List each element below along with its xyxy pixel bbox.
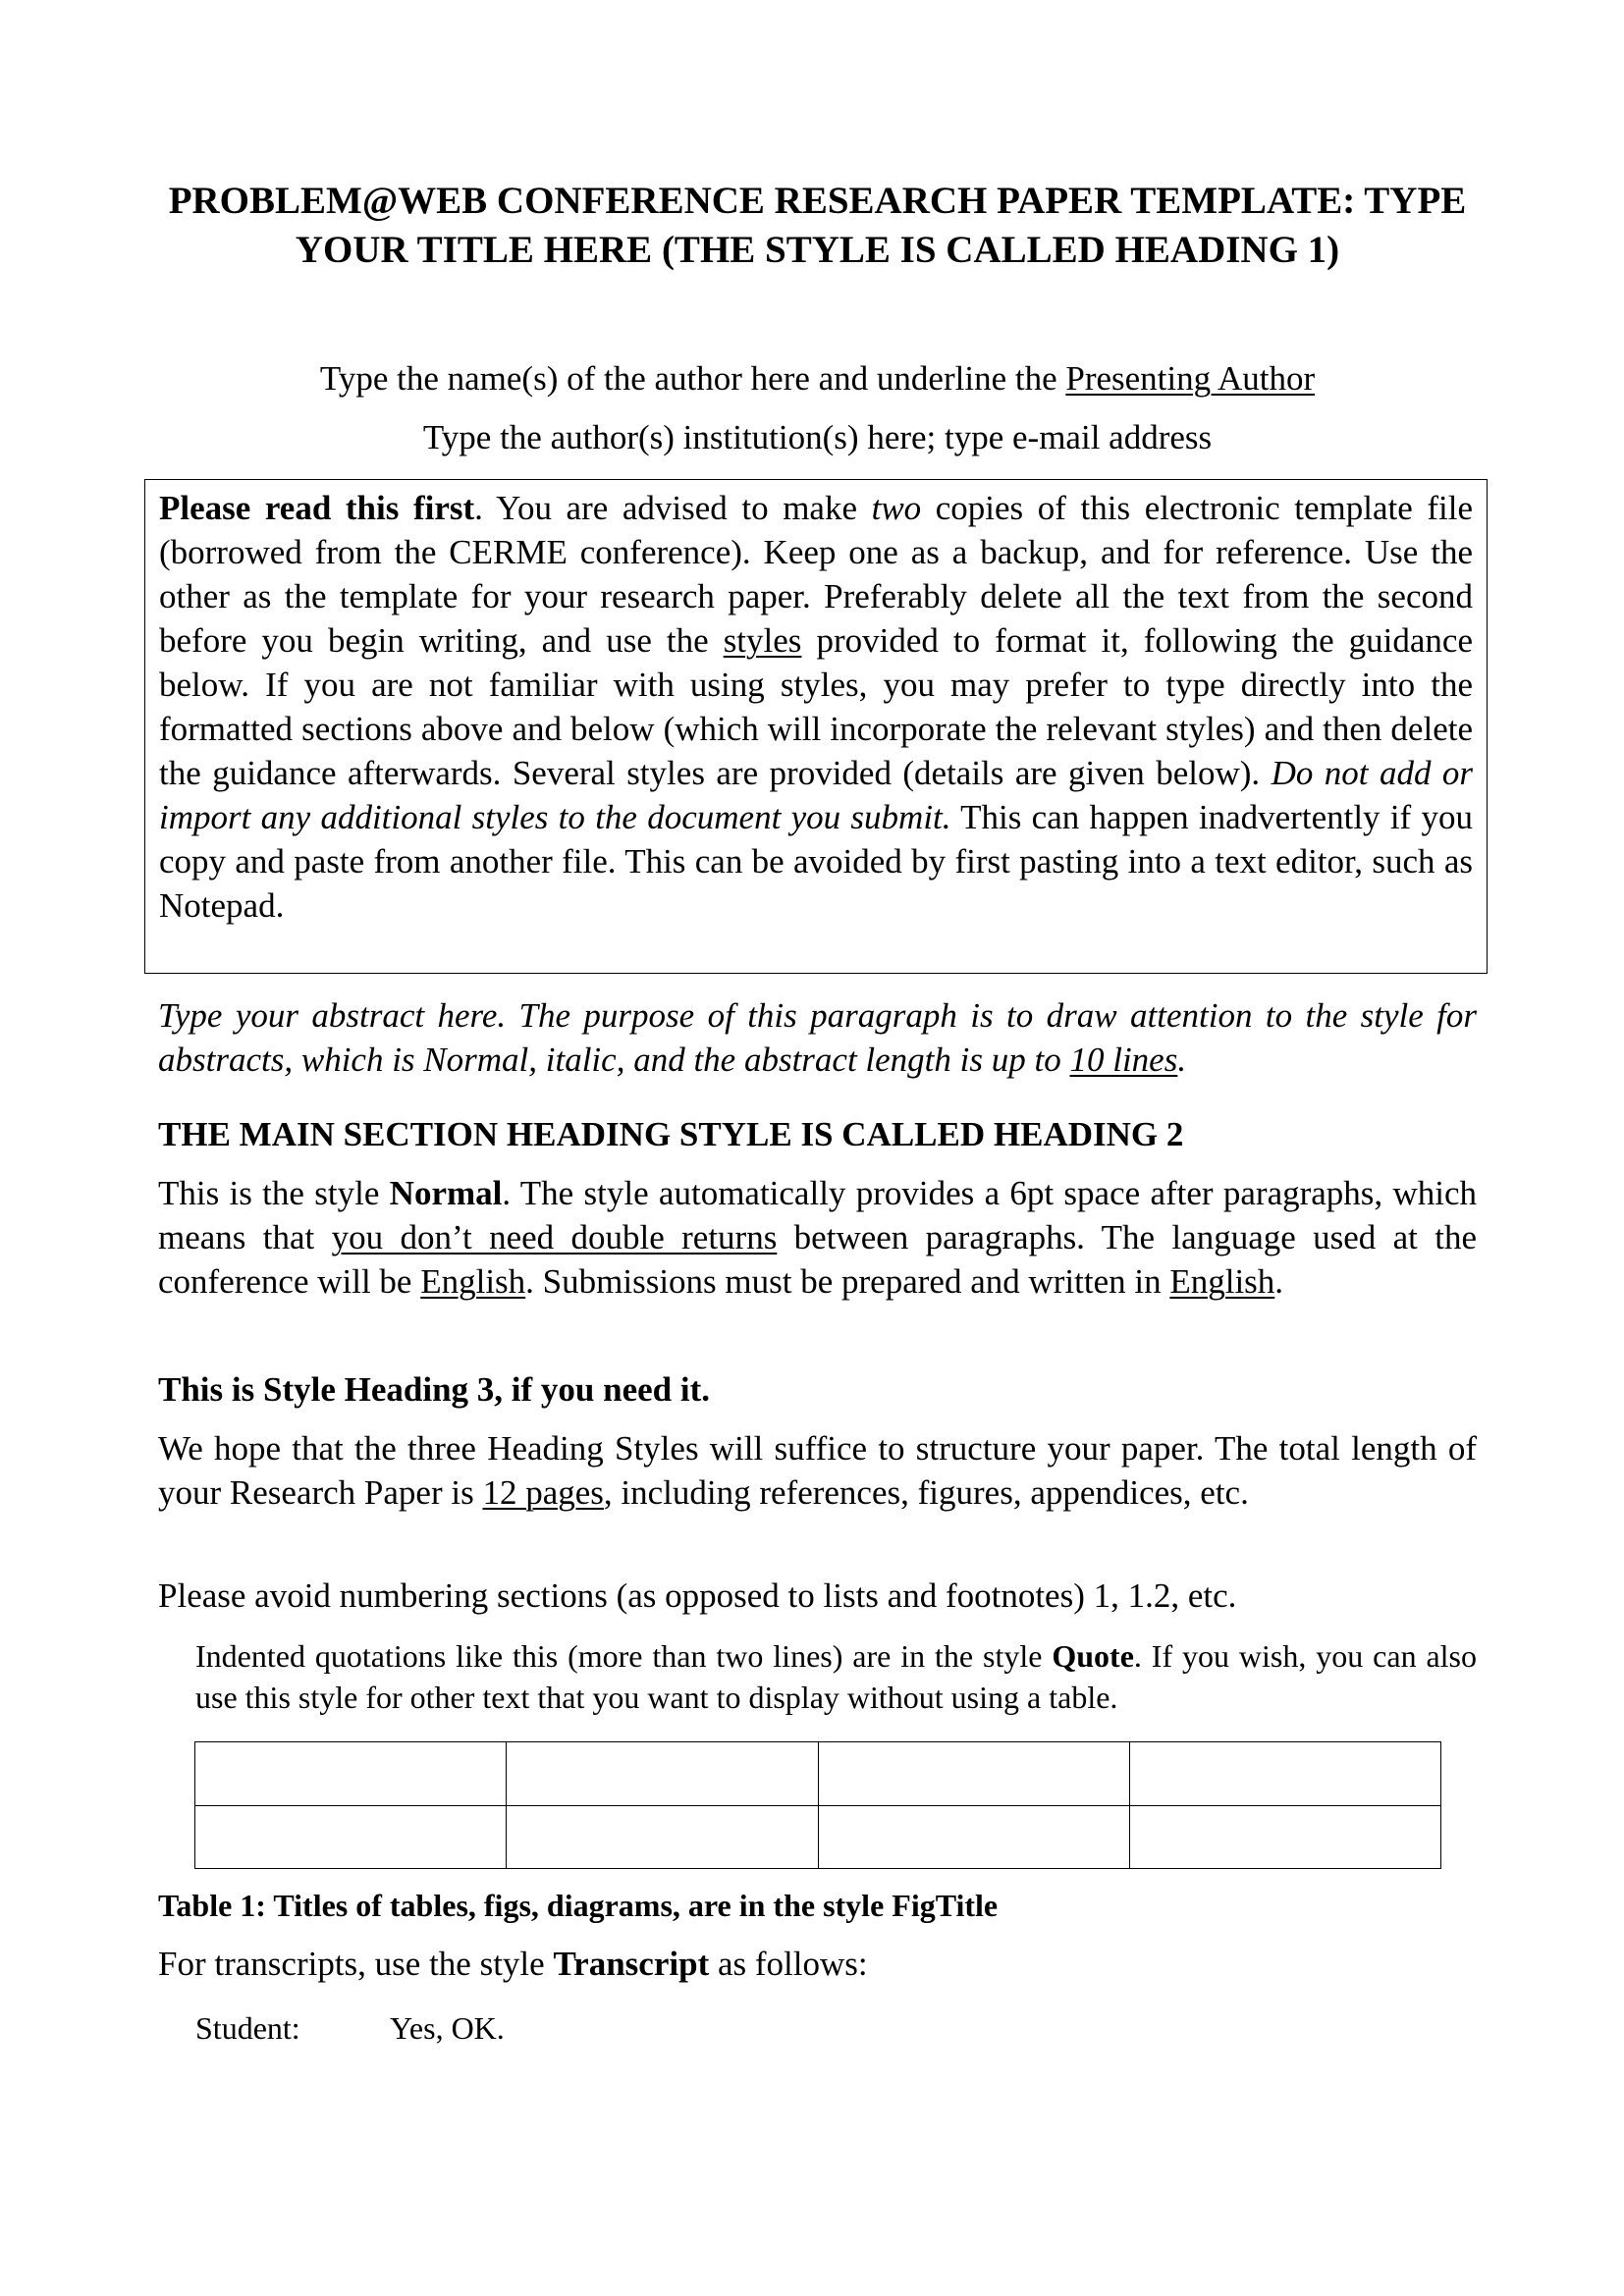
transcript-speaker: Student: — [195, 2010, 300, 2046]
transcript-line — [195, 2007, 505, 2049]
notice-text-3: provided to format it, following the guidance below. If you are not familiar with using styles, you may prefer to type directly into the formatted sections above and below (which will incorporate the relevant styles) and then delete the guidance afterwards. Several styles are provided (details are given below). — [159, 621, 1473, 792]
section-heading-3: This is Style Heading 3, if you need it. — [158, 1370, 711, 1409]
quote-t1: Indented quotations like this (more than two lines) are in the style — [195, 1638, 1053, 1674]
normal1-t4: . Submissions must be prepared and written in — [525, 1262, 1170, 1301]
normal-paragraph-1 — [158, 1171, 1477, 1304]
abstract-text: Type your abstract here. The purpose of this paragraph is to draw attention to the style for abstracts, which is Normal, italic, and the abstract length is up to — [158, 996, 1477, 1079]
transcript-intro-bold: Transcript — [553, 1945, 710, 1983]
notice-text-4: This can happen inadvertently if you copy and paste from another file. This can be avoided by first pasting into a text editor, such as Notepad. — [159, 798, 1474, 925]
transcript-intro — [158, 1942, 1477, 1986]
table-row — [195, 1805, 1441, 1869]
notice-bold: Please read this first — [159, 489, 475, 527]
normal-paragraph-3: Please avoid numbering sections (as opposed to lists and footnotes) 1, 1.2, etc. — [158, 1576, 1237, 1615]
page-title: PROBLEM@WEB CONFERENCE RESEARCH PAPER TEMPLATE: TYPE YOUR TITLE HERE (THE STYLE IS CALLED HEADING 1) — [168, 180, 1467, 271]
empty-table — [194, 1741, 1441, 1869]
normal2-t1: We hope that the three Heading Styles will suffice to structure your paper. The total length of your Research Paper is — [158, 1429, 1477, 1512]
normal1-u2: English — [420, 1262, 526, 1301]
styles-link: styles — [723, 621, 802, 660]
table-cell — [818, 1742, 1129, 1806]
normal1-bold: Normal — [389, 1174, 503, 1212]
author-prefix: Type the name(s) of the author here and underline the — [319, 359, 1066, 398]
table-cell — [195, 1805, 507, 1869]
quote-paragraph — [195, 1635, 1477, 1718]
transcript-intro-t1: For transcripts, use the style — [158, 1945, 554, 1983]
table-cell — [507, 1805, 818, 1869]
presenting-author: Presenting Author — [1065, 359, 1316, 398]
transcript-intro-t2: as follows: — [709, 1945, 868, 1983]
institution-line: Type the author(s) institution(s) here; type e-mail address — [422, 418, 1213, 456]
normal1-t5: . — [1274, 1262, 1284, 1301]
quote-bold: Quote — [1052, 1638, 1134, 1674]
normal1-t2: . The style automatically provides a 6pt space after paragraphs, which means that — [158, 1174, 1478, 1256]
normal1-t1: This is the style — [158, 1174, 390, 1212]
abstract-limit: 10 lines — [1069, 1041, 1178, 1079]
table-cell — [1129, 1742, 1440, 1806]
notice-italic-two: two — [871, 489, 922, 527]
transcript-utterance: Yes, OK. — [390, 2010, 505, 2046]
table-caption: Table 1: Titles of tables, figs, diagrams, are in the style FigTitle — [158, 1888, 999, 1923]
quote-t2: . If you wish, you can also use this style for other text that you want to display without using a table. — [195, 1638, 1478, 1715]
notice-box — [144, 479, 1488, 974]
notice-text-1: . You are advised to make — [474, 489, 872, 527]
notice-warning: Do not add or import any additional styles to the document you submit. — [159, 754, 1474, 836]
normal2-u1: 12 pages — [482, 1473, 604, 1512]
table-cell — [1129, 1805, 1440, 1869]
abstract-paragraph — [158, 993, 1477, 1082]
notice-text-2: copies of this electronic template file (borrowed from the CERME conference). Keep one as a backup, and for reference. Use the other as the template for your research paper. Preferably delete all the text from the second before you begin writing, and use the — [159, 489, 1473, 660]
table-cell — [507, 1742, 818, 1806]
table-cell — [818, 1805, 1129, 1869]
table-row — [195, 1742, 1441, 1806]
normal1-u1: you don’t need double returns — [331, 1218, 778, 1256]
author-line — [158, 357, 1477, 400]
section-heading-2: THE MAIN SECTION HEADING STYLE IS CALLED HEADING 2 — [158, 1115, 1184, 1153]
abstract-end: . — [1177, 1041, 1187, 1079]
normal2-t2: , including references, figures, appendices, etc. — [603, 1473, 1249, 1512]
table-cell — [195, 1742, 507, 1806]
normal-paragraph-2 — [158, 1426, 1477, 1515]
normal1-u3: English — [1169, 1262, 1275, 1301]
normal1-t3: between paragraphs. The language used at the conference will be — [158, 1218, 1478, 1301]
